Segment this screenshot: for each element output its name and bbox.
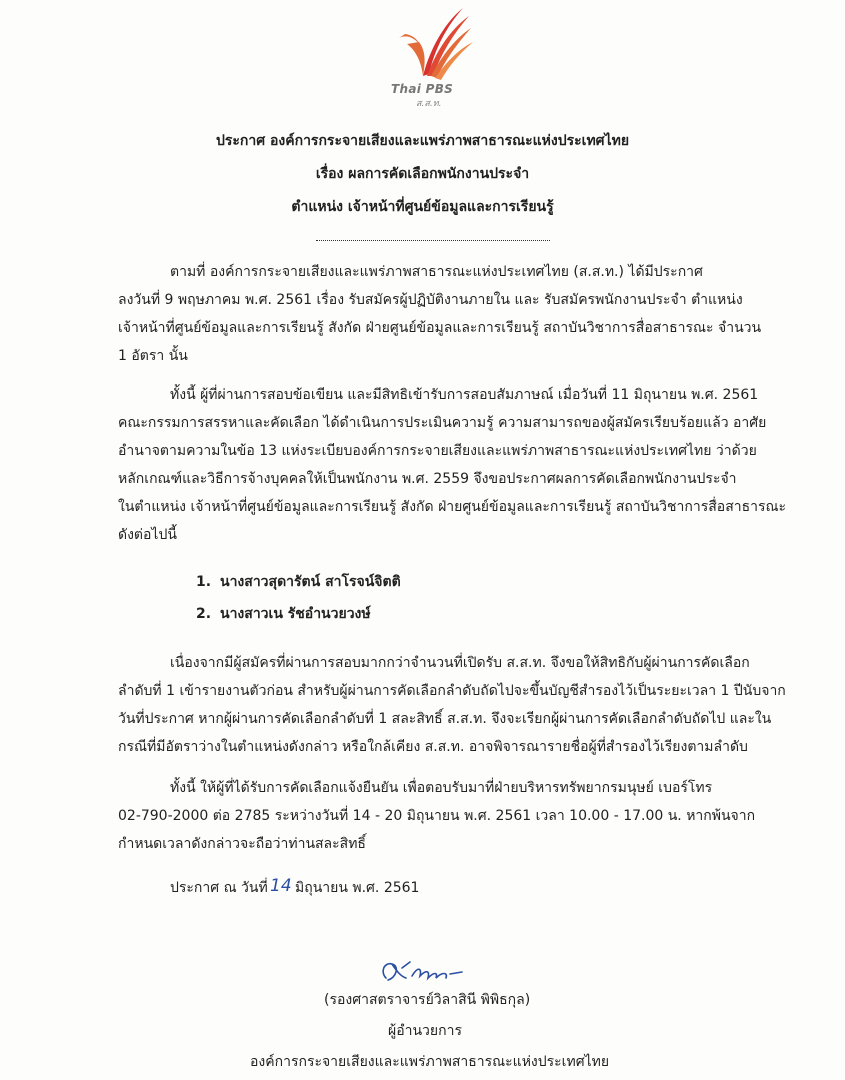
list-item-name: นางสาวสุดารัตน์ สาโรจน์จิตติ [220, 574, 401, 590]
announcement-date-prefix: ประกาศ ณ วันที่ [170, 880, 268, 896]
paragraph-2-line: หลักเกณฑ์และวิธีการจ้างบุคคลให้เป็นพนักงาน พ.ศ. 2559 จึงขอประกาศผลการคัดเลือกพนักงานประจำ [118, 471, 737, 487]
paragraph-2-line: ในตำแหน่ง เจ้าหน้าที่ศูนย์ข้อมูลและการเรียนรู้ สังกัด ฝ่ายศูนย์ข้อมูลและการเรียนรู้ สถาบันวิชาการสื่อสาธารณะ [118, 499, 787, 515]
signer-organization: องค์การกระจายเสียงและแพร่ภาพสาธารณะแห่งประเทศไทย [250, 1054, 610, 1070]
paragraph-2-line: ดังต่อไปนี้ [118, 527, 177, 543]
announcement-position: ตำแหน่ง เจ้าหน้าที่ศูนย์ข้อมูลและการเรียนรู้ [291, 199, 554, 215]
paragraph-4-line: ทั้งนี้ ให้ผู้ที่ได้รับการคัดเลือกแจ้งยืนยัน เพื่อตอบรับมาที่ฝ่ายบริหารทรัพยากรมนุษย์ เบอร์โทร [170, 780, 713, 796]
paragraph-4-line: 02-790-2000 ต่อ 2785 ระหว่างวันที่ 14 - 20 มิถุนายน พ.ศ. 2561 เวลา 10.00 - 17.00 น. หากพ้นจาก [118, 808, 756, 824]
paragraph-1-line: 1 อัตรา นั้น [118, 348, 188, 364]
paragraph-2-line: ทั้งนี้ ผู้ที่ผ่านการสอบข้อเขียน และมีสิทธิเข้ารับการสอบสัมภาษณ์ เมื่อวันที่ 11 มิถุนายน พ.ศ. 2561 [170, 387, 759, 403]
thai-pbs-logo [385, 4, 485, 109]
announcement-date-suffix: มิถุนายน พ.ศ. 2561 [295, 880, 420, 896]
list-item-number: 2. [196, 606, 212, 622]
logo-abbr-text: ส.ส.ท. [416, 99, 442, 109]
paragraph-1-line: ลงวันที่ 9 พฤษภาคม พ.ศ. 2561 เรื่อง รับสมัครผู้ปฏิบัติงานภายใน และ รับสมัครพนักงานประจำ ตำแหน่ง [118, 292, 743, 308]
paragraph-2-line: คณะกรรมการสรรหาและคัดเลือก ได้ดำเนินการประเมินความรู้ ความสามารถของผู้สมัครเรียบร้อยแล้ว อาศัย [118, 415, 767, 431]
bird-logo-icon [385, 4, 485, 84]
signer-title: ผู้อำนวยการ [388, 1023, 462, 1039]
list-item-number: 1. [196, 574, 212, 590]
paragraph-4-line: กำหนดเวลาดังกล่าวจะถือว่าท่านสละสิทธิ์ [118, 836, 366, 852]
paragraph-3-line: ลำดับที่ 1 เข้ารายงานตัวก่อน สำหรับผู้ผ่านการคัดเลือกลำดับถัดไปจะขึ้นบัญชีสำรองไว้เป็นระยะเวลา 1 ปีนับจาก [118, 683, 786, 699]
paragraph-3-line: เนื่องจากมีผู้สมัครที่ผ่านการสอบมากกว่าจำนวนที่เปิดรับ ส.ส.ท. จึงขอให้สิทธิกับผู้ผ่านการคัดเลือก [170, 655, 750, 671]
list-item-name: นางสาวเน รัชอำนวยวงษ์ [220, 606, 371, 622]
handwritten-date-day: 14 [270, 876, 292, 896]
signature-mark [378, 958, 488, 986]
paragraph-2-line: อำนาจตามความในข้อ 13 แห่งระเบียบองค์การกระจายเสียงและแพร่ภาพสาธารณะแห่งประเทศไทย ว่าด้วย [118, 443, 757, 459]
paragraph-3-line: กรณีที่มีอัตราว่างในตำแหน่งดังกล่าว หรือใกล้เคียง ส.ส.ท. อาจพิจารณารายชื่อผู้ที่สำรองไว้เรียงตามลำดับ [118, 739, 748, 755]
signer-name: (รองศาสตราจารย์วิลาสินี พิพิธกุล) [324, 992, 531, 1008]
announcement-title: ประกาศ องค์การกระจายเสียงและแพร่ภาพสาธารณะแห่งประเทศไทย [215, 133, 630, 149]
paragraph-1-line: เจ้าหน้าที่ศูนย์ข้อมูลและการเรียนรู้ สังกัด ฝ่ายศูนย์ข้อมูลและการเรียนรู้ สถาบันวิชาการสื่อสาธารณะ จำนวน [118, 320, 762, 336]
dotted-divider [316, 240, 550, 241]
paragraph-1-line: ตามที่ องค์การกระจายเสียงและแพร่ภาพสาธารณะแห่งประเทศไทย (ส.ส.ท.) ได้มีประกาศ [170, 264, 703, 280]
announcement-subject: เรื่อง ผลการคัดเลือกพนักงานประจำ [315, 166, 530, 182]
paragraph-3-line: วันที่ประกาศ หากผู้ผ่านการคัดเลือกลำดับที่ 1 สละสิทธิ์ ส.ส.ท. จึงจะเรียกผู้ผ่านการคัดเลือกลำดับถัดไป และใน [118, 711, 772, 727]
logo-brand-text: Thai PBS [391, 82, 454, 96]
